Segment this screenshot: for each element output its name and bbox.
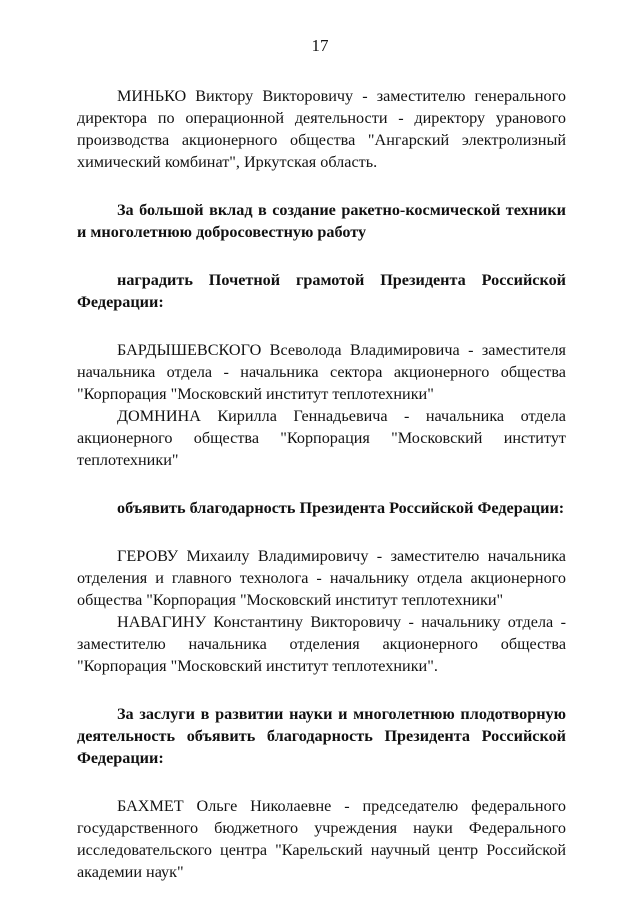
award-paragraph-minko: МИНЬКО Виктору Викторовичу - заместителю генерального директора по операционной деятельности - директору уранового производства акционерного общества "Ангарский электролизный химический комбинат", Иркутская область.: [77, 87, 566, 171]
award-type-certificate-heading: наградить Почетной грамотой Президента Российской Федерации:: [77, 271, 566, 311]
page-number: 17: [311, 36, 329, 55]
award-paragraph-domnin: ДОМНИНА Кирилла Геннадьевича - начальника отдела акционерного общества "Корпорация "Московский институт теплотехники": [77, 407, 566, 469]
award-paragraph-bardyshevsky: БАРДЫШЕВСКОГО Всеволода Владимировича - заместителя начальника отдела - начальника сектора акционерного общества "Корпорация "Московский институт теплотехники": [77, 341, 566, 403]
document-body: [77, 85, 566, 883]
award-paragraph-gerov: ГЕРОВУ Михаилу Владимировичу - заместителю начальника отделения и главного технолога - начальнику отдела акционерного общества "Корпорация "Московский институт теплотехники": [77, 547, 566, 609]
section-heading-rocket-space: За большой вклад в создание ракетно-космической техники и многолетнюю добросовестную работу: [77, 201, 566, 241]
section-heading-science: За заслуги в развитии науки и многолетнюю плодотворную деятельность объявить благодарность Президента Российской Федерации:: [77, 705, 566, 767]
award-paragraph-bakhmet: БАХМЕТ Ольге Николаевне - председателю федерального государственного бюджетного учреждения науки Федерального исследовательского центра "Карельский научный центр Российской академии наук": [77, 797, 566, 881]
award-type-gratitude-heading: объявить благодарность Президента Российской Федерации:: [117, 499, 565, 517]
award-paragraph-navagin: НАВАГИНУ Константину Викторовичу - начальнику отдела - заместителю начальника отделения акционерного общества "Корпорация "Московский институт теплотехники".: [77, 613, 566, 675]
